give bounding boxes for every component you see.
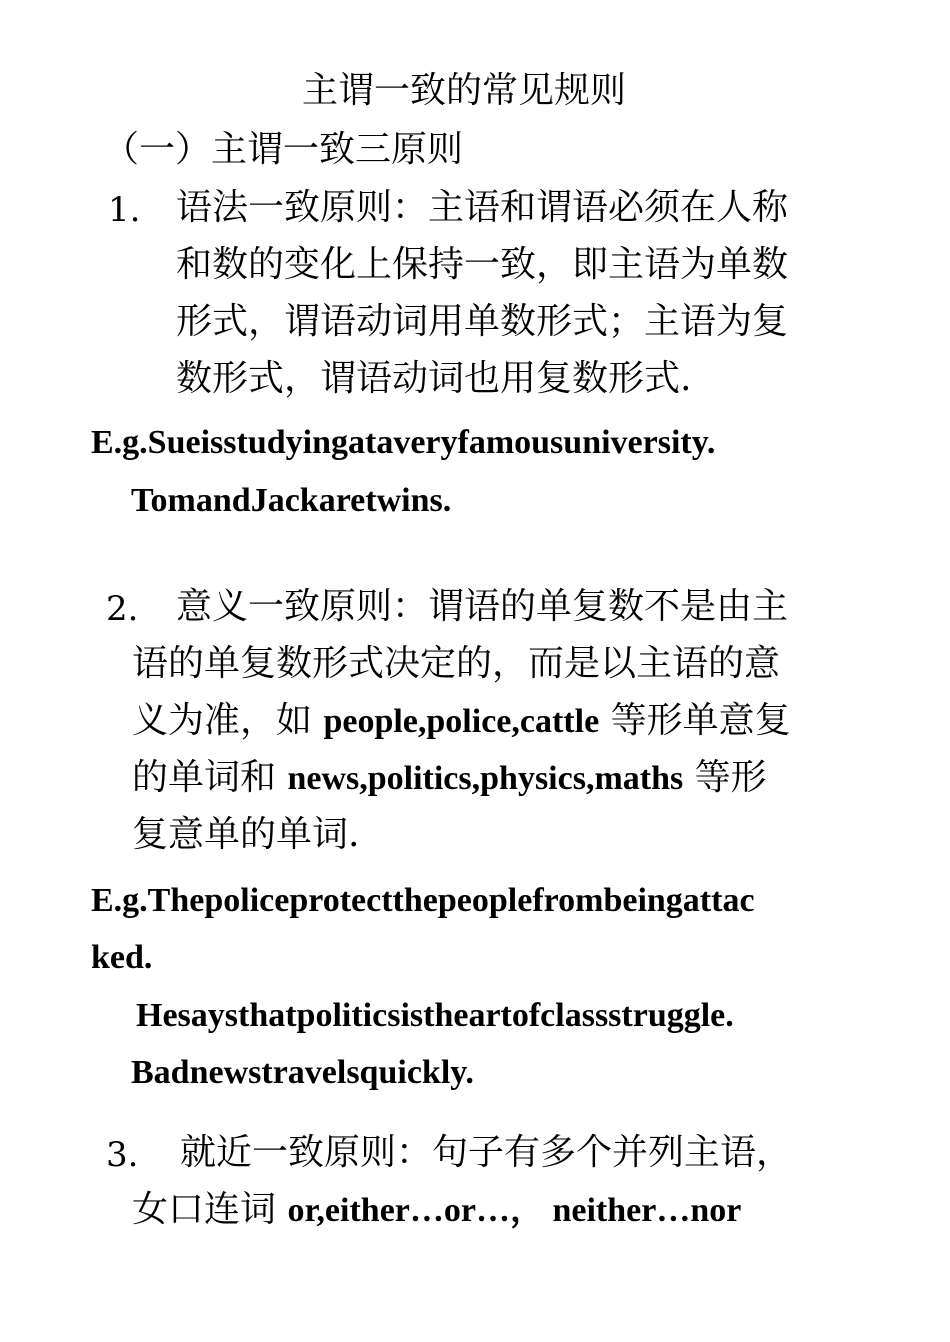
rule-2-example: ked. — [91, 939, 153, 976]
rule-2-singular-words: news,politics,physics,maths — [287, 760, 684, 797]
rule-2-line: 的单词和 news,politics,physics,maths 等形 — [132, 757, 767, 798]
rule-1-example: E.g.Sueisstudyingataveryfamousuniversity. — [91, 424, 716, 461]
rule-2-line: 义为准，如 people,police,cattle 等形单意复 — [132, 700, 791, 741]
section-heading: （一）主谓一致三原则 — [103, 129, 464, 170]
rule-1-example: TomandJackaretwins. — [131, 482, 452, 519]
rule-1-line: 语法一致原则：主语和谓语必须在人称 — [176, 187, 789, 228]
rule-1-line: 形式，谓语动词用单数形式；主语为复 — [176, 301, 789, 342]
rule-2-plural-words: people,police,cattle — [323, 703, 600, 740]
rule-1-line: 数形式，谓语动词也用复数形式. — [176, 358, 692, 399]
rule-2-number: 2. — [106, 589, 139, 629]
rule-3-conjunctions: or,either…or…， neither…nor — [287, 1192, 742, 1229]
page-title: 主谓一致的常见规则 — [302, 70, 627, 111]
rule-2-line: 意义一致原则：谓语的单复数不是由主 — [176, 586, 789, 627]
rule-2-example: E.g.Thepoliceprotectthepeoplefrombeingattac — [91, 882, 755, 919]
rule-1-number: 1. — [108, 190, 141, 230]
rule-2-example: Hesaysthatpoliticsistheartofclassstruggle. — [136, 997, 734, 1034]
rule-3-number: 3. — [106, 1135, 139, 1175]
rule-1-line: 和数的变化上保持一致，即主语为单数 — [176, 244, 789, 285]
rule-3-line: 女口连词 or,either…or…， neither…nor — [132, 1189, 742, 1230]
rule-2-example: Badnewstravelsquickly. — [131, 1054, 474, 1091]
rule-2-line: 语的单复数形式决定的，而是以主语的意 — [132, 643, 781, 684]
rule-3-line: 就近一致原则：句子有多个并列主语， — [180, 1132, 793, 1173]
rule-2-line: 复意单的单词. — [132, 814, 360, 855]
